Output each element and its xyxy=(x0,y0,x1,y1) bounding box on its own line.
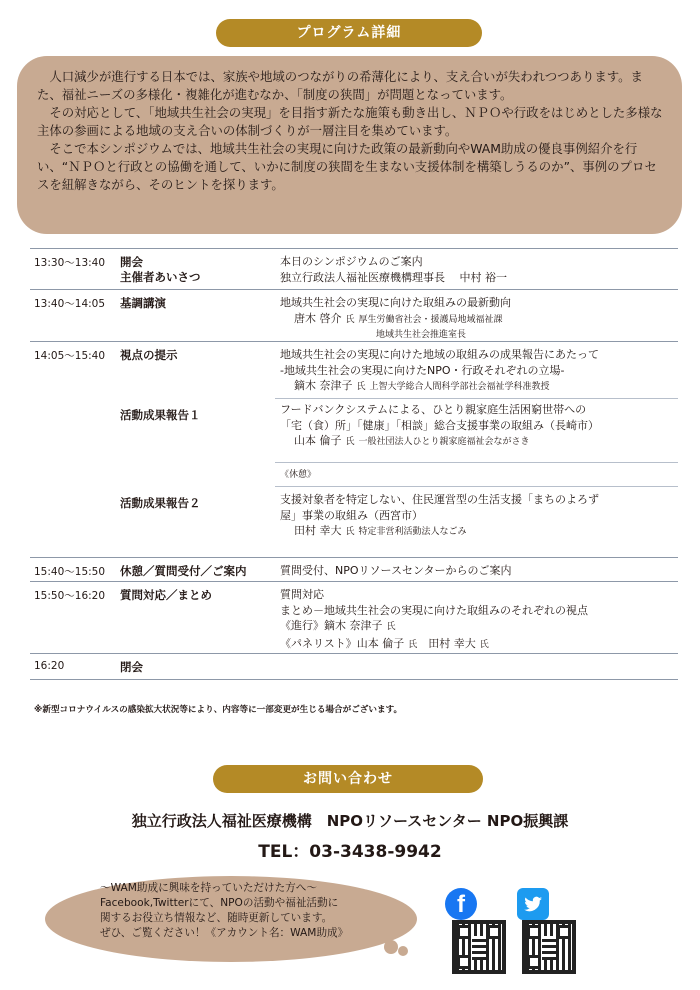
schedule-table xyxy=(30,248,678,680)
break-label: 《休憩》 xyxy=(280,470,317,480)
cloud-bubble xyxy=(398,946,408,956)
divider xyxy=(275,462,678,463)
schedule-row xyxy=(30,654,678,680)
intro-box xyxy=(17,56,682,234)
row-desc: 地域共生社会の実現に向けた取組みの最新動向 唐木 啓介 氏 厚生労働省社会・援護局地域福祉課 地域共生社会推進室長 xyxy=(280,296,511,340)
row-time: 14:05～15:40 xyxy=(34,350,106,362)
divider xyxy=(275,398,678,399)
row-time: 15:50～16:20 xyxy=(34,590,106,602)
row-label: 質問対応／まとめ xyxy=(120,588,212,602)
row-time: 13:40～14:05 xyxy=(34,298,106,310)
row-desc: 質問対応 まとめ－地域共生社会の実現に向けた取組みのそれぞれの視点 《進行》鏑木 奈津子 氏 《パネリスト》山本 倫子 氏 田村 幸大 氏 xyxy=(280,588,588,650)
row-label: 活動成果報告２ xyxy=(120,496,201,510)
row-desc: 地域共生社会の実現に向けた地域の取組みの成果報告にあたって -地域共生社会の実現に向けたNPO・行政それぞれの立場- 鏑木 奈津子 氏 上智大学総合人間科学部社会福祉学科准教授 xyxy=(280,348,599,392)
row-label: 基調講演 xyxy=(120,296,166,310)
cloud-text: ～WAM助成に興味を持っていただけた方へ～ Facebook,Twitterにて、NPOの活動や福祉活動に 関するお役立ち情報など、随時更新しています。 ぜひ、ご覧ください！《アカウント名：WAM助成》 xyxy=(100,882,349,939)
row-label: 開会 主催者あいさつ xyxy=(120,255,201,284)
row-desc: フードバンクシステムによる、ひとり親家庭生活困窮世帯への 「宅（食）所」「健康」「相談」総合支援事業の取組み（長崎市） 山本 倫子 氏 一般社団法人ひとり親家庭福祉会ながさき xyxy=(280,403,599,447)
row-label: 活動成果報告１ xyxy=(120,408,201,422)
schedule-row xyxy=(30,290,678,342)
twitter-icon[interactable] xyxy=(517,888,549,920)
row-desc: 質問受付、NPOリソースセンターからのご案内 xyxy=(280,564,512,577)
cloud-bubble xyxy=(384,940,398,954)
telephone: TEL：03-3438-9942 xyxy=(258,842,442,862)
row-desc: 支援対象者を特定しない、住民運営型の生活支援「まちのよろず 屋」事業の取組み（西宮市） 田村 幸大 氏 特定非営利活動法人なごみ xyxy=(280,493,599,537)
facebook-icon[interactable]: f xyxy=(445,888,477,920)
program-header: プログラム詳細 xyxy=(216,19,482,47)
contact-header: お問い合わせ xyxy=(213,765,483,793)
row-time: 13:30～13:40 xyxy=(34,257,106,269)
divider xyxy=(275,486,678,487)
intro-paragraph: そこで本シンポジウムでは、地域共生社会の実現に向けた政策の最新動向やWAM助成の優良事例紹介を行い、“ＮＰＯと行政との協働を通して、いかに制度の狭間を生まない支援体制を構築しうるのか”、事例のプロセスを紐解きながら、そのヒントを探ります。 xyxy=(37,141,657,192)
schedule-row xyxy=(30,248,678,290)
schedule-row xyxy=(30,582,678,654)
row-label: 視点の提示 xyxy=(120,348,178,362)
facebook-qr-code[interactable] xyxy=(452,920,506,974)
notice: ※新型コロナウイルスの感染拡大状況等により、内容等に一部変更が生じる場合がございます。 xyxy=(34,705,403,715)
row-label: 休憩／質問受付／ご案内 xyxy=(120,564,247,578)
row-time: 15:40～15:50 xyxy=(34,566,106,578)
row-time: 16:20 xyxy=(34,660,65,672)
schedule-row xyxy=(30,342,678,558)
organization-name: 独立行政法人福祉医療機構 NPOリソースセンター NPO振興課 xyxy=(131,812,569,830)
row-desc: 本日のシンポジウムのご案内 独立行政法人福祉医療機構理事長 中村 裕一 xyxy=(280,255,507,284)
intro-paragraph: その対応として、「地域共生社会の実現」を目指す新たな施策も動き出し、ＮＰＯや行政をはじめとした多様な主体の参画による地域の支え合いの体制づくりが一層注目を集めています。 xyxy=(37,105,663,138)
intro-paragraph: 人口減少が進行する日本では、家族や地域のつながりの希薄化により、支え合いが失われつつあります。また、福祉ニーズの多様化・複雑化が進むなか、「制度の狭間」が問題となっています。 xyxy=(37,69,643,102)
row-label: 閉会 xyxy=(120,660,143,674)
schedule-row xyxy=(30,558,678,582)
twitter-qr-code[interactable] xyxy=(522,920,576,974)
